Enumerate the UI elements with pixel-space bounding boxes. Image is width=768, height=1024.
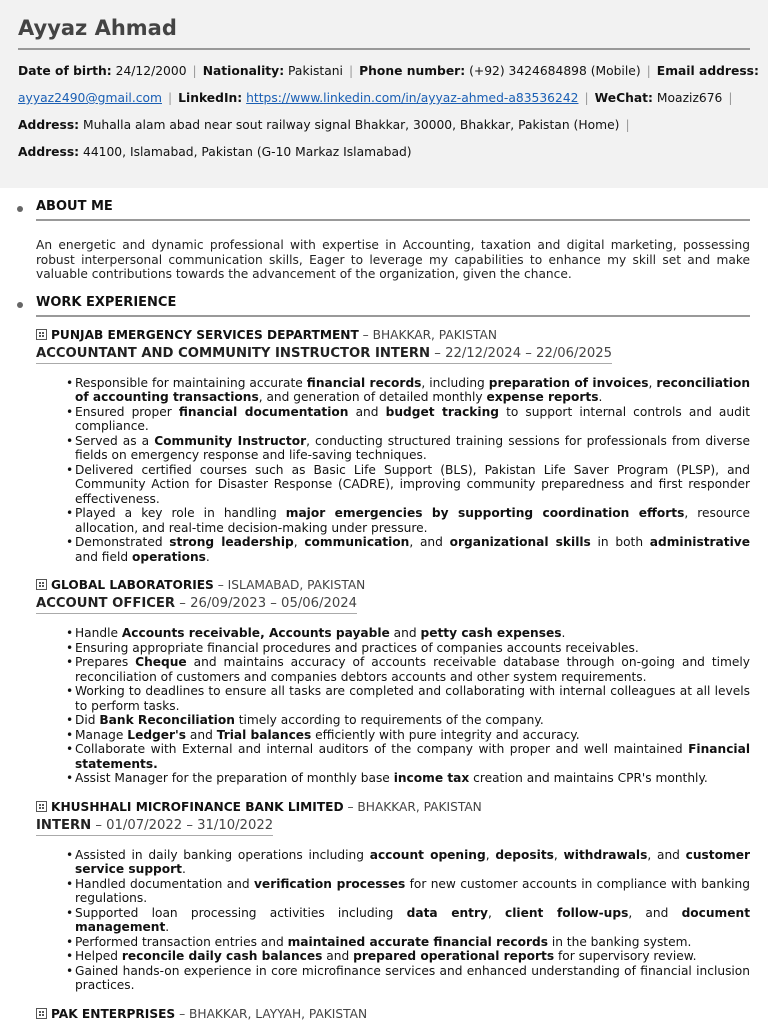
duty-text: in both	[590, 535, 650, 549]
dob-label: Date of birth:	[18, 64, 112, 78]
address-home-value: Muhalla alam abad near sout railway signal Bhakkar, 30000, Bhakkar, Pakistan (Home)	[83, 118, 620, 132]
work-section-header	[36, 294, 750, 314]
address-work-value: 44100, Islamabad, Pakistan (G-10 Markaz Islamabad)	[83, 145, 412, 159]
nationality-label: Nationality:	[202, 64, 285, 78]
duty-text: Supported loan processing activities including	[75, 905, 407, 920]
duty-text: to support internal controls and audit compliance.	[75, 404, 750, 433]
employer-name: GLOBAL LABORATORIES	[51, 578, 214, 592]
info-line-1	[18, 58, 759, 85]
duty-text: Collaborate with External and internal auditors of the company with proper and well maintained	[75, 742, 689, 756]
duty-text: and	[186, 727, 217, 742]
employer-location: – ISLAMABAD, PAKISTAN	[213, 578, 366, 592]
employer-line	[36, 1007, 750, 1021]
job-entry	[36, 800, 750, 993]
duty-item	[66, 877, 750, 906]
duty-emphasis: expense reports	[486, 390, 599, 404]
employer-location: – BHAKKAR, LAYYAH, PAKISTAN	[175, 1006, 368, 1021]
duty-text: ,	[485, 847, 496, 862]
duty-emphasis: income tax	[393, 771, 470, 785]
duty-item	[66, 463, 750, 507]
building-icon	[36, 329, 47, 340]
duty-emphasis: deposits	[495, 847, 554, 862]
job-entry	[36, 578, 750, 786]
duty-text: ,	[293, 535, 305, 549]
duty-text: Handled documentation and	[75, 876, 254, 891]
employer-name: PUNJAB EMERGENCY SERVICES DEPARTMENT	[51, 327, 359, 342]
info-line-4	[18, 139, 750, 166]
duty-text: Demonstrated	[75, 535, 170, 549]
job-entry	[36, 1007, 750, 1021]
duties-list	[66, 848, 750, 993]
duty-emphasis: Community Instructor	[154, 433, 307, 448]
duty-item	[66, 949, 750, 964]
building-icon	[36, 801, 47, 812]
duty-text: , and generation of detailed monthly	[258, 390, 487, 404]
work-title: WORK EXPERIENCE	[36, 294, 177, 310]
duty-text: Manage	[75, 727, 128, 742]
duty-emphasis: organizational skills	[449, 535, 591, 549]
duty-emphasis: major emergencies by supporting coordination efforts	[285, 506, 685, 520]
separator: |	[625, 118, 630, 132]
section-divider	[36, 315, 750, 317]
duty-text: in the banking system.	[547, 934, 692, 949]
duty-item	[66, 535, 750, 564]
wechat-value: Moaziz676	[656, 91, 723, 105]
duty-item	[66, 641, 750, 656]
duty-item	[66, 506, 750, 535]
duty-text: and	[348, 404, 386, 419]
duty-text: Played a key role in handling	[75, 506, 286, 520]
job-entry	[36, 328, 750, 565]
duty-emphasis: financial records	[306, 375, 422, 390]
duty-emphasis: communication	[304, 535, 410, 549]
duty-text: ,	[553, 847, 564, 862]
duty-item	[66, 906, 750, 935]
duty-emphasis: financial documentation	[178, 404, 349, 419]
work-experience-list	[0, 328, 768, 1021]
info-line-2	[18, 85, 750, 112]
duty-emphasis: Cheque	[135, 655, 187, 669]
info-line-3	[18, 112, 750, 139]
dob-value: 24/12/2000	[115, 64, 187, 78]
duty-text: creation and maintains CPR's monthly.	[469, 771, 708, 785]
job-title: ACCOUNTANT AND COMMUNITY INSTRUCTOR INTERN	[36, 345, 431, 361]
candidate-name: Ayyaz Ahmad	[18, 16, 750, 50]
linkedin-label: LinkedIn:	[178, 91, 243, 105]
separator: |	[728, 91, 733, 105]
duty-item	[66, 742, 750, 771]
duty-text: Helped	[75, 949, 122, 963]
duty-emphasis: Accounts receivable, Accounts payable	[121, 626, 390, 640]
duty-text: Assisted in daily banking operations including	[75, 847, 370, 862]
duty-item	[66, 935, 750, 950]
duty-text: Served as a	[75, 433, 155, 448]
nationality-value: Pakistani	[288, 64, 343, 78]
duty-item	[66, 376, 750, 405]
employer-location: – BHAKKAR, PAKISTAN	[358, 327, 497, 342]
employer-line	[36, 578, 750, 592]
duty-text: Gained hands-on experience in core microfinance services and enhanced understanding of financial inclusion practices.	[75, 963, 750, 992]
duty-emphasis: Bank Reconciliation	[99, 713, 235, 727]
duty-text: .	[181, 862, 186, 876]
duty-emphasis: document management	[75, 905, 751, 934]
duty-text: , and	[409, 535, 450, 549]
address-home-label: Address:	[18, 118, 80, 132]
duties-list	[66, 376, 750, 565]
phone-label: Phone number:	[359, 64, 466, 78]
job-dates: – 01/07/2022 – 31/10/2022	[91, 817, 274, 833]
duty-text: and	[322, 949, 354, 963]
duty-item	[66, 713, 750, 728]
duty-emphasis: strong leadership	[169, 535, 294, 549]
duty-emphasis: Trial balances	[216, 727, 312, 742]
job-title-line	[36, 596, 357, 614]
wechat-label: WeChat:	[594, 91, 653, 105]
duty-text: Assist Manager for the preparation of monthly base	[75, 771, 394, 785]
duty-item	[66, 655, 750, 684]
job-dates: – 26/09/2023 – 05/06/2024	[175, 596, 358, 611]
employer-line	[36, 328, 750, 342]
duty-text: , and	[628, 905, 682, 920]
duty-emphasis: reconciliation of accounting transactions	[75, 375, 750, 404]
duty-item	[66, 964, 750, 993]
duty-text: efficiently with pure integrity and accuracy.	[311, 727, 580, 742]
duty-text: Did	[75, 713, 100, 727]
duty-emphasis: administrative	[649, 535, 750, 549]
duty-text: timely according to requirements of the company.	[234, 713, 544, 727]
duty-text: for supervisory review.	[554, 949, 697, 963]
duty-text: Ensuring appropriate financial procedures and practices of companies accounts receivables.	[75, 640, 639, 655]
duty-text: Prepares	[75, 655, 136, 669]
separator: |	[584, 91, 589, 105]
email-link[interactable]: ayyaz2490@gmail.com	[18, 91, 162, 105]
duty-text: Working to deadlines to ensure all tasks are completed and collaborating with internal colleagues at all levels to perform tasks.	[75, 684, 750, 713]
duty-text: Responsible for maintaining accurate	[75, 375, 307, 390]
duty-text: Ensured proper	[75, 404, 179, 419]
duty-emphasis: budget tracking	[385, 404, 499, 419]
duty-item	[66, 626, 750, 641]
job-title: INTERN	[36, 817, 92, 833]
employer-location: – BHAKKAR, PAKISTAN	[343, 799, 482, 814]
duty-text: and maintains accuracy of accounts receivable database through on-going and timely reconciliation of customers and companies debtors accounts and other system requirements.	[75, 655, 750, 684]
duty-text: Delivered certified courses such as Basic Life Support (BLS), Pakistan Life Saver Program (PLSP), and Community Action for Disaster Response (CADRE), improving community preparedness and first responder effectiveness.	[75, 462, 750, 506]
job-title-line	[36, 818, 273, 836]
duty-emphasis: petty cash expenses	[420, 626, 562, 640]
duty-item	[66, 771, 750, 786]
job-dates: – 22/12/2024 – 22/06/2025	[430, 345, 613, 361]
duty-text: .	[561, 626, 566, 640]
duty-emphasis: Financial statements.	[75, 742, 750, 771]
duty-text: .	[598, 390, 603, 404]
employer-name: KHUSHHALI MICROFINANCE BANK LIMITED	[51, 799, 344, 814]
duty-emphasis: client follow-ups	[505, 905, 629, 920]
duty-emphasis: data entry	[406, 905, 488, 920]
about-text: An energetic and dynamic professional with expertise in Accounting, taxation and digital marketing, possessing robust interpersonal communication skills, Eager to leverage my capabilities to enhance my skill set and make valuable contributions towards the advancement of the organization, given the chance.	[36, 238, 750, 281]
duty-item	[66, 405, 750, 434]
section-divider	[36, 219, 750, 221]
duties-list	[66, 626, 750, 786]
duty-text: ,	[648, 375, 657, 390]
duty-item	[66, 684, 750, 713]
duty-emphasis: customer service support	[75, 847, 750, 876]
separator: |	[192, 64, 197, 78]
duty-emphasis: Ledger's	[127, 727, 187, 742]
duty-emphasis: reconcile daily cash balances	[121, 949, 323, 963]
separator: |	[348, 64, 354, 78]
duty-text: ,	[487, 905, 506, 920]
duty-text: Performed transaction entries and	[75, 934, 288, 949]
duty-text: , resource allocation, and real-time decision-making under pressure.	[75, 506, 750, 535]
job-title-line	[36, 346, 612, 364]
duty-text: and	[389, 626, 421, 640]
duty-emphasis: withdrawals	[563, 847, 648, 862]
duty-text: .	[165, 920, 170, 934]
duty-emphasis: maintained accurate financial records	[287, 934, 548, 949]
separator: |	[646, 64, 651, 78]
duty-text: , including	[421, 375, 489, 390]
duty-text: , and	[647, 847, 686, 862]
about-title: ABOUT ME	[36, 199, 113, 214]
duty-item	[66, 848, 750, 877]
duty-text: .	[205, 549, 210, 564]
duty-text: for new customer accounts in compliance with banking regulations.	[75, 876, 750, 905]
phone-value: (+92) 3424684898 (Mobile)	[469, 64, 641, 78]
duty-emphasis: prepared operational reports	[353, 949, 555, 963]
about-section-header	[36, 198, 750, 218]
duty-emphasis: preparation of invoices	[488, 375, 649, 390]
duty-emphasis: account opening	[369, 847, 486, 862]
duty-text: , conducting structured training sessions for professionals from diverse fields on emergency response and life-saving techniques.	[75, 433, 751, 462]
employer-name: PAK ENTERPRISES	[51, 1006, 176, 1021]
linkedin-link[interactable]: https://www.linkedin.com/in/ayyaz-ahmed-a83536242	[246, 91, 579, 105]
section-bullet-icon	[17, 302, 23, 308]
building-icon	[36, 1008, 47, 1019]
email-label: Email address:	[656, 64, 759, 78]
personal-info-header	[0, 0, 768, 188]
separator: |	[168, 91, 173, 105]
address-work-label: Address:	[18, 145, 80, 159]
job-title: ACCOUNT OFFICER	[36, 596, 176, 611]
duty-text: and field	[75, 549, 132, 564]
building-icon	[36, 579, 47, 590]
employer-line	[36, 800, 750, 814]
duty-item	[66, 434, 750, 463]
duty-emphasis: operations	[131, 549, 206, 564]
section-bullet-icon	[17, 206, 23, 212]
duty-emphasis: verification processes	[253, 876, 406, 891]
duty-item	[66, 728, 750, 743]
duty-text: Handle	[75, 626, 122, 640]
